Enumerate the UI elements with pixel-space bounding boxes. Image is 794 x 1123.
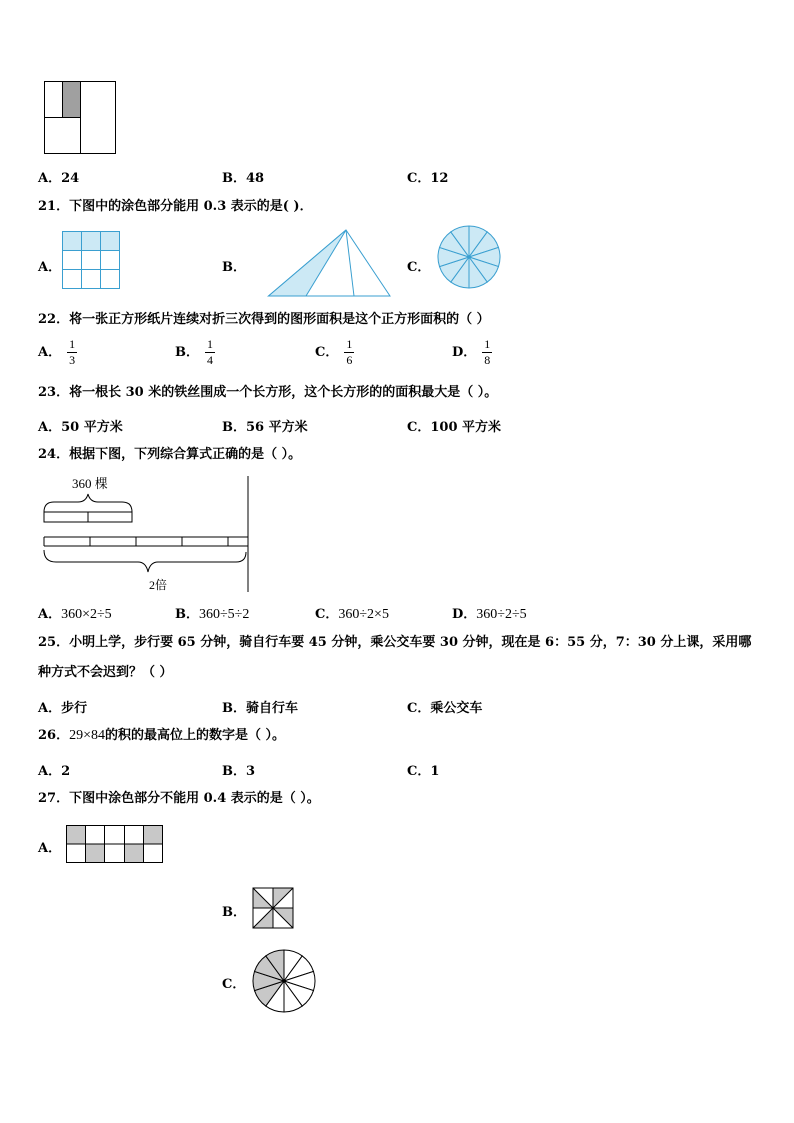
fraction-1-6: $\frac{1}{6}$	[346, 337, 353, 367]
q25-question-line2: 种方式不会迟到？（ ）	[38, 665, 173, 680]
q21-label-a[interactable]: A．	[38, 260, 62, 275]
q26-question-text: 的积的最高位上的数字是（ ）。	[105, 728, 286, 743]
q24-label-a: A．	[38, 607, 62, 622]
q22-label-b: B．	[175, 345, 199, 360]
q24-question: 24．根据下图，下列综合算式正确的是（ ）。	[38, 447, 302, 462]
q24-option-b[interactable]	[175, 603, 249, 623]
q24-label-c: C．	[315, 607, 339, 622]
q24-label-d: D．	[452, 607, 477, 622]
q21-label-c[interactable]: C．	[407, 260, 431, 275]
q21-grid-figure	[62, 231, 122, 291]
fraction-1-3: $\frac{1}{3}$	[69, 337, 76, 367]
q24-option-d[interactable]	[452, 603, 527, 623]
q22-option-a[interactable]	[38, 338, 77, 367]
q24-expression-a: 360×2÷5	[61, 607, 112, 622]
q24-expression-d: 360÷2÷5	[476, 607, 527, 622]
q24-expression-c: 360÷2×5	[338, 607, 389, 622]
q22-label-d: D．	[452, 345, 477, 360]
q23-option-a[interactable]: A．50 平方米	[38, 420, 123, 435]
q23-option-b[interactable]: B．56 平方米	[222, 420, 308, 435]
q24-segment-diagram	[40, 476, 252, 592]
fraction-1-8: $\frac{1}{8}$	[484, 337, 491, 367]
q26-option-a[interactable]: A．2	[38, 764, 71, 779]
q22-option-b[interactable]	[175, 338, 215, 367]
q25-question-line1: 25．小明上学，步行要 65 分钟，骑自行车要 45 分钟，乘公交车要 30 分钟，现在是 6：55 分，7：30 分上课，采用哪	[38, 635, 752, 650]
q27-label-c[interactable]: C．	[222, 977, 246, 992]
q22-label-a: A．	[38, 345, 62, 360]
q24-label-b: B．	[175, 607, 199, 622]
fraction-1-4: $\frac{1}{4}$	[207, 337, 213, 367]
q23-question: 23．将一根长 30 米的铁丝围成一个长方形，这个长方形的的面积最大是（ ）。	[38, 385, 498, 400]
q25-option-c[interactable]: C．乘公交车	[407, 701, 483, 716]
q27-question: 27．下图中涂色部分不能用 0.4 表示的是（ ）。	[38, 791, 320, 806]
q22-label-c: C．	[315, 345, 339, 360]
q26-option-b[interactable]: B．3	[222, 764, 256, 779]
q20-option-b[interactable]: B．48	[222, 171, 265, 186]
q23-option-c[interactable]: C．100 平方米	[407, 420, 502, 435]
q22-option-d[interactable]	[452, 338, 492, 367]
q24-top-brace-label: 360 棵	[72, 476, 108, 491]
q26-question	[38, 728, 285, 744]
q26-expression: 29×84	[69, 728, 105, 743]
q27-circle-figure	[252, 949, 318, 1015]
q27-rect-grid-figure	[66, 825, 166, 865]
q25-option-a[interactable]: A．步行	[38, 701, 88, 716]
q24-bottom-brace-label: 2倍	[149, 578, 168, 592]
q21-circle-figure	[437, 225, 503, 291]
q27-label-a[interactable]: A．	[38, 841, 62, 856]
q24-expression-b: 360÷5÷2	[199, 607, 250, 622]
q24-option-a[interactable]	[38, 603, 112, 623]
q25-option-b[interactable]: B．骑自行车	[222, 701, 298, 716]
q22-option-c[interactable]	[315, 338, 354, 367]
q21-question: 21．下图中的涂色部分能用 0.3 表示的是( )．	[38, 199, 313, 214]
q26-option-c[interactable]: C．1	[407, 764, 440, 779]
q26-number: 26．	[38, 728, 70, 743]
q20-square-figure	[44, 81, 118, 155]
q27-label-b[interactable]: B．	[222, 905, 246, 920]
q24-option-c[interactable]	[315, 603, 389, 623]
q20-option-a[interactable]: A．24	[38, 171, 80, 186]
q27-square-figure	[252, 887, 296, 931]
q22-question: 22．将一张正方形纸片连续对折三次得到的图形面积是这个正方形面积的（ ）	[38, 312, 490, 327]
q21-label-b[interactable]: B．	[222, 260, 246, 275]
q20-option-c[interactable]: C．12	[407, 171, 449, 186]
q21-triangle-figure	[268, 228, 394, 298]
